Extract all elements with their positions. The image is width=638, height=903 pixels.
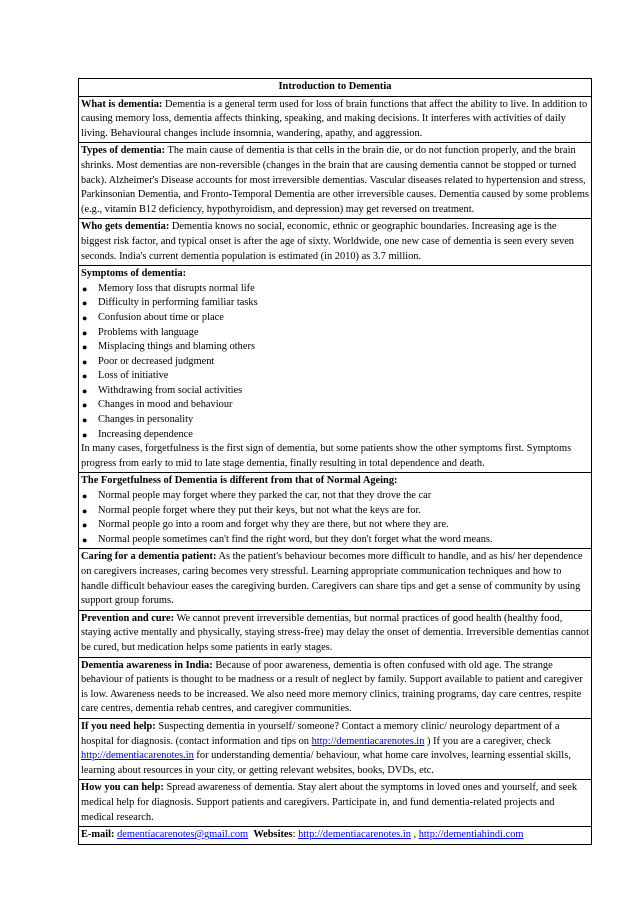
list-item	[81, 340, 589, 355]
caring-label: Caring for a dementia patient:	[81, 551, 217, 563]
awareness-text: Because of poor awareness, dementia is often confused with old age. The strange behaviour of patients is thought to be madness or a result of neglect by family. Support available to patient and caregiver is low. Awareness needs to be increased. We also need more memory clinics, training programs, day care centres, respite care centres, dementia rehab centres, and caregiver communities.	[81, 659, 583, 715]
title-row	[79, 79, 592, 97]
list-item-text: Normal people may forget where they parked the car, not that they drove the car	[98, 490, 432, 502]
what-is-dementia-cell	[79, 96, 592, 143]
need-help-cell	[79, 718, 592, 779]
can-help-cell	[79, 780, 592, 827]
list-item-text: Normal people go into a room and forget why they are there, but not where they are.	[98, 519, 449, 531]
bullet-icon: ●	[82, 356, 88, 367]
symptoms-cell	[79, 266, 592, 473]
list-item	[81, 413, 589, 428]
list-item-text: Loss of initiative	[98, 370, 169, 382]
list-item	[81, 518, 589, 533]
email-link[interactable]: dementiacarenotes@gmail.com	[117, 829, 249, 841]
list-item	[81, 296, 589, 311]
list-item	[81, 355, 589, 370]
list-item	[81, 384, 589, 399]
can-help-row	[79, 780, 592, 827]
need-help-text-3: for understanding dementia/ behaviour, what home care involves, learning essential skills, learning about resources in your city, or getting relevant websites, books, DVDs, etc.	[81, 750, 571, 776]
list-item	[81, 369, 589, 384]
email-label: E-mail:	[81, 829, 115, 841]
awareness-cell	[79, 657, 592, 718]
website-link-2[interactable]: http://dementiahindi.com	[418, 829, 524, 841]
list-item-text: Poor or decreased judgment	[98, 355, 215, 367]
who-gets-dementia-label: Who gets dementia:	[81, 221, 170, 233]
bullet-icon: ●	[82, 400, 88, 411]
websites-label: Websites	[253, 829, 293, 841]
symptoms-row	[79, 266, 592, 473]
list-item	[81, 489, 589, 504]
list-item	[81, 311, 589, 326]
caring-text: As the patient's behaviour becomes more difficult to handle, and as his/ her dependence on caregivers increases, caring becomes very stressful. Learning appropriate communication techniques and how to handle difficult behaviour eases the caregiving burden. Caregivers can share tips and get a sense of community by using support group forums.	[81, 551, 583, 607]
types-of-dementia-label: Types of dementia:	[81, 145, 166, 157]
list-item-text: Memory loss that disrupts normal life	[98, 282, 255, 294]
forgetfulness-cell	[79, 473, 592, 549]
bullet-icon: ●	[82, 385, 88, 396]
list-item-text: Increasing dependence	[98, 428, 193, 440]
bullet-icon: ●	[82, 298, 88, 309]
forgetfulness-row	[79, 473, 592, 549]
symptoms-footer: In many cases, forgetfulness is the first sign of dementia, but some patients show the other symptoms first. Symptoms progress from early to mid to late stage dementia, finally resulting in total dependence and death.	[81, 443, 572, 469]
bullet-icon: ●	[82, 491, 88, 502]
list-item-text: Normal people sometimes can't find the right word, but they don't forget what the word means.	[98, 533, 493, 545]
prevention-text: We cannot prevent irreversible dementias, but normal practices of good health (healthy food, staying active mentally and physically, staying stress-free) may delay the onset of dementia. Irreversible dementias cannot be cured, but medication helps some patients in early stages.	[81, 612, 590, 653]
list-item	[81, 428, 589, 443]
bullet-icon: ●	[82, 520, 88, 531]
bullet-icon: ●	[82, 429, 88, 440]
need-help-row	[79, 718, 592, 779]
what-is-dementia-text: Dementia is a general term used for loss of brain functions that affect the ability to live. In addition to causing memory loss, dementia affects thinking, speaking, and making decisions. It interferes with activities of daily living. Behavioural changes include insomnia, wandering, apathy, and aggression.	[81, 98, 588, 139]
symptoms-list	[81, 282, 589, 443]
bullet-icon: ●	[82, 312, 88, 323]
awareness-label: Dementia awareness in India:	[81, 659, 213, 671]
contact-row	[79, 827, 592, 845]
need-help-label: If you need help:	[81, 720, 156, 732]
what-is-dementia-row	[79, 96, 592, 143]
who-gets-dementia-text: Dementia knows no social, economic, ethnic or geographic boundaries. Increasing age is the biggest risk factor, and typical onset is after the age of sixty. Worldwide, one new case of dementia is seen every seven seconds. India's current dementia population is estimated (in 2010) as 3.7 million.	[81, 221, 575, 262]
types-of-dementia-text: The main cause of dementia is that cells in the brain die, or do not function properly, and the brain shrinks. Most dementias are non-reversible (changes in the brain that are causing dementia cannot be stopped or turned back). Alzheimer's Disease accounts for most irreversible dementias. Vascular diseases related to hypertension and stress, Parkinsonian Dementia, and Fronto-Temporal Dementia are other irreversible causes. Dementia caused by some problems (e.g., vitamin B12 deficiency, hypothyroidism, and depression) may get reversed on treatment.	[81, 145, 589, 215]
list-item	[81, 504, 589, 519]
can-help-text: Spread awareness of dementia. Stay alert about the symptoms in loved ones and yourself, and seek medical help for diagnosis. Support patients and caregivers. Participate in, and fund dementia-related projects and medical research.	[81, 782, 578, 823]
prevention-label: Prevention and cure:	[81, 612, 175, 624]
list-item-text: Changes in mood and behaviour	[98, 399, 233, 411]
list-item-text: Difficulty in performing familiar tasks	[98, 297, 258, 309]
list-item	[81, 282, 589, 297]
bullet-icon: ●	[82, 371, 88, 382]
list-item-text: Confusion about time or place	[98, 311, 224, 323]
types-of-dementia-row	[79, 143, 592, 219]
forgetfulness-list	[81, 489, 589, 547]
website-separator: ,	[410, 829, 419, 841]
prevention-row	[79, 610, 592, 657]
forgetfulness-label: The Forgetfulness of Dementia is different from that of Normal Ageing:	[81, 475, 398, 487]
who-gets-dementia-cell	[79, 219, 592, 266]
dementiacarenotes-link[interactable]: http://dementiacarenotes.in	[311, 735, 425, 747]
website-link-1[interactable]: http://dementiacarenotes.in	[298, 829, 411, 841]
caring-cell	[79, 549, 592, 610]
list-item-text: Withdrawing from social activities	[98, 384, 243, 396]
types-of-dementia-cell	[79, 143, 592, 219]
list-item-text: Normal people forget where they put their keys, but not what the keys are for.	[98, 504, 421, 516]
can-help-label: How you can help:	[81, 782, 164, 794]
dementiacarenotes-link-2[interactable]: http://dementiacarenotes.in	[81, 750, 194, 762]
awareness-row	[79, 657, 592, 718]
list-item-text: Problems with language	[98, 326, 199, 338]
bullet-icon: ●	[82, 327, 88, 338]
bullet-icon: ●	[82, 283, 88, 294]
what-is-dementia-label: What is dementia:	[81, 98, 163, 110]
list-item	[81, 326, 589, 341]
need-help-text-2: ) If you are a caregiver, check	[424, 735, 551, 747]
document-title: Introduction to Dementia	[79, 79, 592, 97]
dementia-info-table	[78, 78, 592, 845]
prevention-cell	[79, 610, 592, 657]
symptoms-label: Symptoms of dementia:	[81, 268, 187, 280]
list-item	[81, 398, 589, 413]
list-item-text: Changes in personality	[98, 414, 194, 426]
contact-cell: E-mail: dementiacarenotes@gmail.com Websites: http://dementiacarenotes.in , http://dementiahindi.com	[79, 827, 592, 845]
bullet-icon: ●	[82, 342, 88, 353]
bullet-icon: ●	[82, 534, 88, 545]
need-help-text-1: Suspecting dementia in yourself/ someone? Contact a memory clinic/ neurology department of a hospital for diagnosis. (contact information and tips on	[81, 720, 560, 747]
caring-row	[79, 549, 592, 610]
bullet-icon: ●	[82, 415, 88, 426]
list-item	[81, 533, 589, 548]
who-gets-dementia-row	[79, 219, 592, 266]
bullet-icon: ●	[82, 505, 88, 516]
list-item-text: Misplacing things and blaming others	[98, 341, 255, 353]
